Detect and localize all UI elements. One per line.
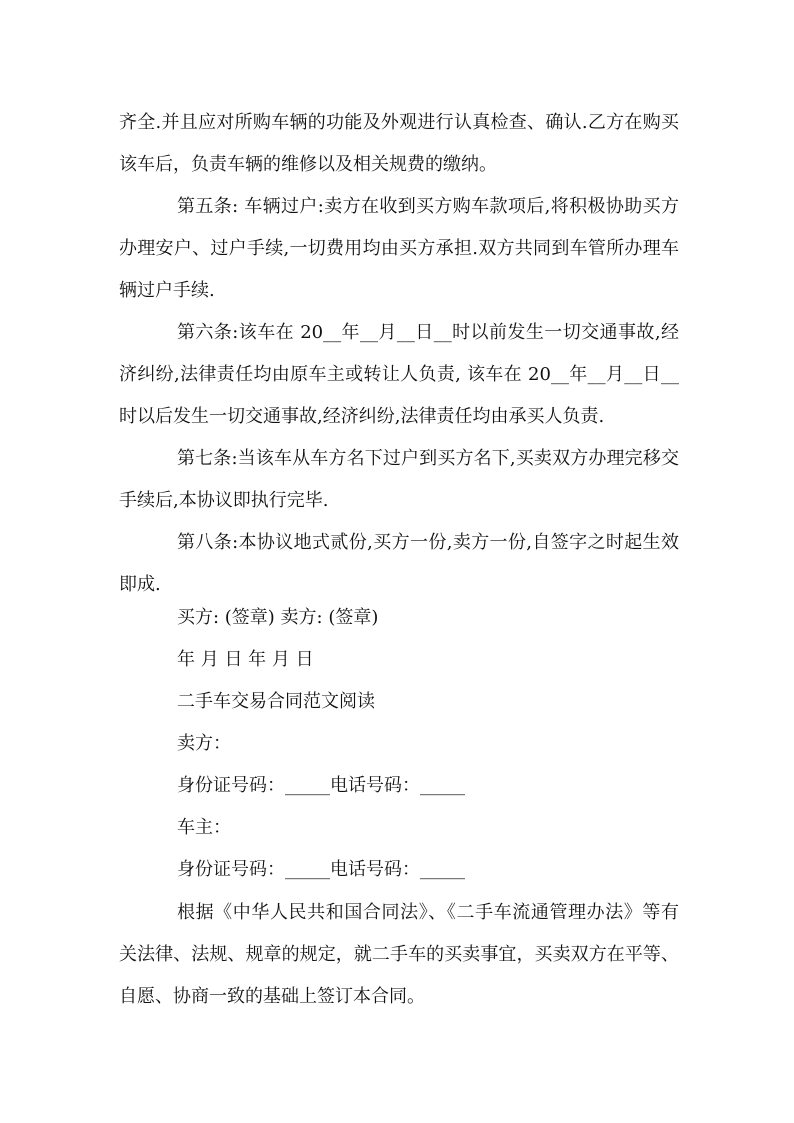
section-title: 二手车交易合同范文阅读 — [177, 691, 375, 712]
owner-label: 车主： — [177, 817, 231, 838]
owner-id-phone-line: 身份证号码：_____电话号码：_____ — [177, 859, 465, 880]
date-line: 年 月 日 年 月 日 — [177, 649, 314, 670]
paragraph-article-5: 第五条: 车辆过户:卖方在收到买方购车款项后,将积极协助买方办理安户、过户手续,一切费用均由买方承担.双方共同到车管所办理车辆过户手续. — [119, 196, 679, 301]
paragraph-article-7: 第七条:当该车从车方名下过户到买方名下,买卖双方办理完移交手续后,本协议即执行完毕. — [119, 448, 679, 511]
paragraph-article-8: 第八条:本协议地式贰份,买方一份,卖方一份,自签字之时起生效即成. — [119, 532, 679, 595]
paragraph-article-6: 第六条:该车在 20__年__月__日__时以前发生一切交通事故,经济纠纷,法律责任均由原车主或转让人负责, 该车在 20__年__月__日__时以后发生一切交通事故,经济纠纷,法律责任均由承买人负责. — [119, 322, 679, 427]
signature-line: 买方: (签章) 卖方: (签章) — [177, 607, 379, 628]
closing-paragraph: 根据《中华人民共和国合同法》、《二手车流通管理办法》等有关法律、法规、规章的规定，就二手车的买卖事宜，买卖双方在平等、自愿、协商一致的基础上签订本合同。 — [119, 902, 679, 1007]
paragraph-vehicle-inspection: 齐全.并且应对所购车辆的功能及外观进行认真检查、确认.乙方在购买该车后，负责车辆的维修以及相关规费的缴纳。 — [119, 112, 679, 175]
seller-id-phone-line: 身份证号码：_____电话号码：_____ — [177, 775, 465, 796]
seller-label: 卖方： — [177, 733, 231, 754]
